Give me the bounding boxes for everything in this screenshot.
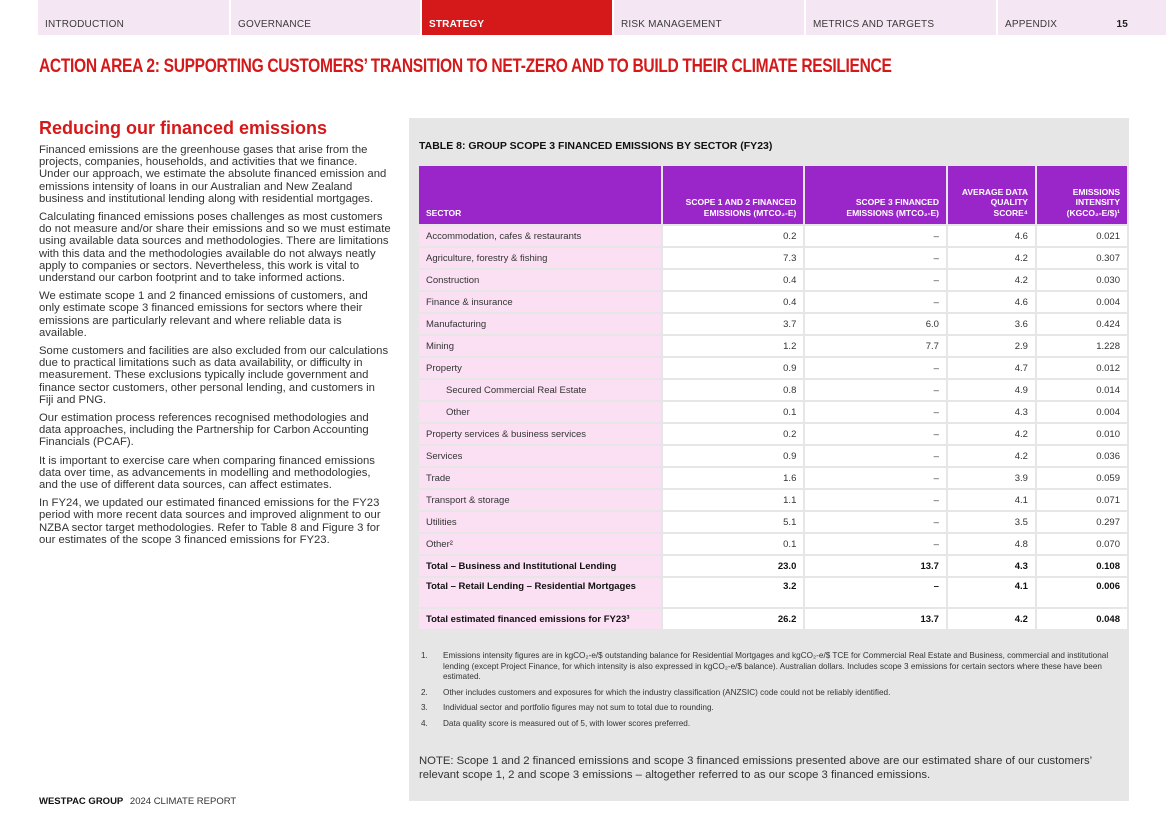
paragraph: It is important to exercise care when comparing financed emissions data over time, as advancements in modelling and methodologies, and the use of different data sources, can affect estimates. (39, 454, 375, 492)
emissions-table (419, 166, 1127, 629)
tab-introduction[interactable]: INTRODUCTION (38, 0, 229, 35)
scope3-cell: – (805, 532, 948, 554)
intensity-cell: 0.012 (1037, 356, 1127, 378)
scope12-cell: 0.9 (663, 356, 806, 378)
table-row (419, 607, 1127, 629)
data-quality-cell: 3.5 (948, 510, 1037, 532)
data-quality-cell: 4.2 (948, 268, 1037, 290)
intensity-cell: 0.021 (1037, 224, 1127, 246)
intensity-cell: 0.036 (1037, 444, 1127, 466)
scope12-cell: 0.1 (663, 532, 806, 554)
table-row (419, 378, 1127, 400)
footnotes (421, 651, 1121, 734)
data-quality-cell: 4.1 (948, 488, 1037, 510)
table-row (419, 312, 1127, 334)
sector-cell: Construction (419, 268, 663, 290)
data-quality-cell: 4.2 (948, 246, 1037, 268)
scope12-cell: 1.6 (663, 466, 806, 488)
data-quality-cell: 3.6 (948, 312, 1037, 334)
paragraph: We estimate scope 1 and 2 financed emissions of customers, and only estimate scope 3 financed emissions for sectors where their emissions are particularly relevant and where reliable data is available. (39, 290, 368, 339)
intensity-cell: 0.014 (1037, 378, 1127, 400)
table-row (419, 356, 1127, 378)
left-column (39, 118, 391, 552)
paragraph: Our estimation process references recognised methodologies and data approaches, including the Partnership for Carbon Accounting Financials (PCAF). (39, 412, 369, 449)
tab-appendix[interactable] (998, 0, 1166, 35)
sector-cell: Total – Business and Institutional Lending (419, 554, 663, 576)
footer-report: 2024 CLIMATE REPORT (129, 796, 237, 807)
action-area-title: ACTION AREA 2: SUPPORTING CUSTOMERS’ TRANSITION TO NET-ZERO AND TO BUILD THEIR CLIMATE RESILIENCE (39, 56, 892, 77)
footnote-text: Data quality score is measured out of 5, with lower scores preferred. (443, 718, 691, 728)
intensity-cell: 0.424 (1037, 312, 1127, 334)
scope12-cell: 3.2 (663, 576, 806, 607)
data-quality-cell: 2.9 (948, 334, 1037, 356)
intensity-cell: 0.307 (1037, 246, 1127, 268)
scope3-cell: – (805, 246, 948, 268)
sector-cell: Finance & insurance (419, 290, 663, 312)
table-row (419, 554, 1127, 576)
scope3-cell: – (805, 576, 948, 607)
sector-cell: Trade (419, 466, 663, 488)
scope12-cell: 0.4 (663, 290, 806, 312)
intensity-cell: 1.228 (1037, 334, 1127, 356)
table-row (419, 290, 1127, 312)
sector-cell: Utilities (419, 510, 663, 532)
tab-strategy[interactable]: STRATEGY (422, 0, 612, 35)
footnote (421, 651, 1121, 683)
sector-cell: Property (419, 356, 663, 378)
sector-cell: Property services & business services (419, 422, 663, 444)
intensity-cell: 0.004 (1037, 290, 1127, 312)
scope3-cell: – (805, 378, 948, 400)
sector-cell: Transport & storage (419, 488, 663, 510)
table-row (419, 532, 1127, 554)
tab-risk-management[interactable]: RISK MANAGEMENT (614, 0, 804, 35)
scope3-cell: 7.7 (805, 334, 948, 356)
table-row (419, 466, 1127, 488)
scope3-cell: – (805, 268, 948, 290)
scope3-cell: – (805, 224, 948, 246)
footnote-number: 3. (421, 703, 428, 712)
scope12-cell: 7.3 (663, 246, 806, 268)
data-quality-cell: 4.2 (948, 444, 1037, 466)
table-row (419, 488, 1127, 510)
data-quality-cell: 4.2 (948, 607, 1037, 629)
table-row (419, 400, 1127, 422)
intensity-cell: 0.010 (1037, 422, 1127, 444)
scope12-cell: 26.2 (663, 607, 806, 629)
data-quality-cell: 4.8 (948, 532, 1037, 554)
scope12-cell: 0.1 (663, 400, 806, 422)
top-navigation (0, 0, 1168, 35)
scope12-cell: 1.1 (663, 488, 806, 510)
header-intensity: EMISSIONS INTENSITY (KGCO₂-E/$)¹ (1037, 166, 1127, 224)
table-note: NOTE: Scope 1 and 2 financed emissions and scope 3 financed emissions presented above are our estimated share of our customers’ relevant scope 1, 2 and scope 3 emissions – altogether referred to as our scope 3 financed emissions. (419, 755, 1092, 781)
scope12-cell: 5.1 (663, 510, 806, 532)
intensity-cell: 0.006 (1037, 576, 1127, 607)
table-row (419, 444, 1127, 466)
sector-cell: Manufacturing (419, 312, 663, 334)
paragraph: Financed emissions are the greenhouse gases that arise from the projects, companies, households, and activities that we finance. Under our approach, we estimate the absolute financed emission and emissions intensity of loans in our Australian and New Zealand business and institutional lending along with residential mortgages. (39, 144, 387, 205)
footnote-text: Individual sector and portfolio figures may not sum to total due to rounding. (443, 703, 714, 712)
table-caption: TABLE 8: GROUP SCOPE 3 FINANCED EMISSIONS BY SECTOR (FY23) (419, 140, 773, 152)
table-row (419, 246, 1127, 268)
scope3-cell: – (805, 488, 948, 510)
footnote-text: Other includes customers and exposures for which the industry classification (ANZSIC) code could not be reliably identified. (443, 687, 891, 697)
scope3-cell: – (805, 444, 948, 466)
table-row (419, 576, 1127, 607)
scope3-cell: 13.7 (805, 554, 948, 576)
paragraph: Calculating financed emissions poses challenges as most customers do not measure and/or share their emissions and so we must estimate using available data sources and methodologies. There are limitations with this data and the methodologies available do not always neatly apply to companies or sectors. Nevertheless, this work is vital to understand our carbon footprint and to take informed actions. (39, 211, 391, 285)
data-quality-cell: 4.9 (948, 378, 1037, 400)
intensity-cell: 0.030 (1037, 268, 1127, 290)
table-header-row (419, 166, 1127, 224)
data-quality-cell: 4.3 (948, 400, 1037, 422)
sector-cell: Total estimated financed emissions for FY23³ (419, 607, 663, 629)
scope3-cell: – (805, 400, 948, 422)
tab-appendix-label: APPENDIX (1005, 19, 1058, 30)
data-quality-cell: 4.2 (948, 422, 1037, 444)
sector-cell: Other² (419, 532, 663, 554)
scope12-cell: 0.2 (663, 422, 806, 444)
sector-cell: Secured Commercial Real Estate (419, 378, 663, 400)
footnote (421, 703, 1121, 714)
table-panel (409, 118, 1129, 801)
page-number: 15 (1116, 19, 1128, 30)
footnote-number: 1. (421, 651, 428, 660)
section-heading: Reducing our financed emissions (39, 118, 328, 138)
table-row (419, 268, 1127, 290)
sector-cell: Other (419, 400, 663, 422)
sector-cell: Total – Retail Lending – Residential Mortgages (419, 576, 663, 607)
intensity-cell: 0.071 (1037, 488, 1127, 510)
table-row (419, 422, 1127, 444)
table-body (419, 224, 1127, 629)
tab-governance[interactable]: GOVERNANCE (231, 0, 420, 35)
scope12-cell: 3.7 (663, 312, 806, 334)
sector-cell: Services (419, 444, 663, 466)
scope12-cell: 1.2 (663, 334, 806, 356)
data-quality-cell: 4.7 (948, 356, 1037, 378)
scope3-cell: – (805, 290, 948, 312)
intensity-cell: 0.108 (1037, 554, 1127, 576)
data-quality-cell: 4.1 (948, 576, 1037, 607)
header-scope3: SCOPE 3 FINANCED EMISSIONS (MTCO₂-E) (805, 166, 948, 224)
data-quality-cell: 4.3 (948, 554, 1037, 576)
footnote-number: 4. (421, 718, 428, 728)
data-quality-cell: 4.6 (948, 224, 1037, 246)
footnote (421, 688, 1121, 699)
table-row (419, 224, 1127, 246)
scope12-cell: 0.2 (663, 224, 806, 246)
footnote (421, 719, 1121, 730)
header-scope12: SCOPE 1 AND 2 FINANCED EMISSIONS (MTCO₂-E) (663, 166, 806, 224)
intensity-cell: 0.297 (1037, 510, 1127, 532)
table-row (419, 510, 1127, 532)
scope12-cell: 23.0 (663, 554, 806, 576)
scope12-cell: 0.4 (663, 268, 806, 290)
intensity-cell: 0.059 (1037, 466, 1127, 488)
header-data-quality: AVERAGE DATA QUALITY SCORE⁴ (948, 166, 1037, 224)
scope3-cell: – (805, 356, 948, 378)
header-sector: SECTOR (419, 166, 663, 224)
sector-cell: Mining (419, 334, 663, 356)
scope3-cell: – (805, 422, 948, 444)
scope3-cell: – (805, 510, 948, 532)
data-quality-cell: 3.9 (948, 466, 1037, 488)
footer (39, 796, 236, 807)
sector-cell: Agriculture, forestry & fishing (419, 246, 663, 268)
footnote-number: 2. (421, 687, 428, 697)
data-quality-cell: 4.6 (948, 290, 1037, 312)
scope3-cell: – (805, 466, 948, 488)
table-row (419, 334, 1127, 356)
tab-metrics-and-targets[interactable]: METRICS AND TARGETS (806, 0, 996, 35)
intensity-cell: 0.048 (1037, 607, 1127, 629)
intensity-cell: 0.070 (1037, 532, 1127, 554)
paragraph: In FY24, we updated our estimated financed emissions for the FY23 period with more recent data sources and improved alignment to our NZBA sector target methodologies. Refer to Table 8 and Figure 3 for our estimates of the scope 3 financed emissions for FY23. (39, 497, 381, 546)
sector-cell: Accommodation, cafes & restaurants (419, 224, 663, 246)
scope12-cell: 0.8 (663, 378, 806, 400)
scope3-cell: 13.7 (805, 607, 948, 629)
scope3-cell: 6.0 (805, 312, 948, 334)
scope12-cell: 0.9 (663, 444, 806, 466)
footer-brand: WESTPAC GROUP (39, 796, 124, 807)
paragraph: Some customers and facilities are also excluded from our calculations due to practical limitations such as data availability, or difficulty in measurement. These exclusions typically include government and finance sector customers, other personal lending, and customers in Fiji and PNG. (39, 345, 389, 406)
footnote-text: Emissions intensity figures are in kgCO₂-e/$ outstanding balance for Residential Mortgages and kgCO₂-e/$ TCE for Commercial Real Estate and Business, commercial and institutional lending (except Project Finance, for which intensity is also expressed in kgCO₂-e/$ balance). Australian dollars. Includes scope 3 emissions for certain sectors where these have been estimated. (443, 651, 1109, 681)
intensity-cell: 0.004 (1037, 400, 1127, 422)
